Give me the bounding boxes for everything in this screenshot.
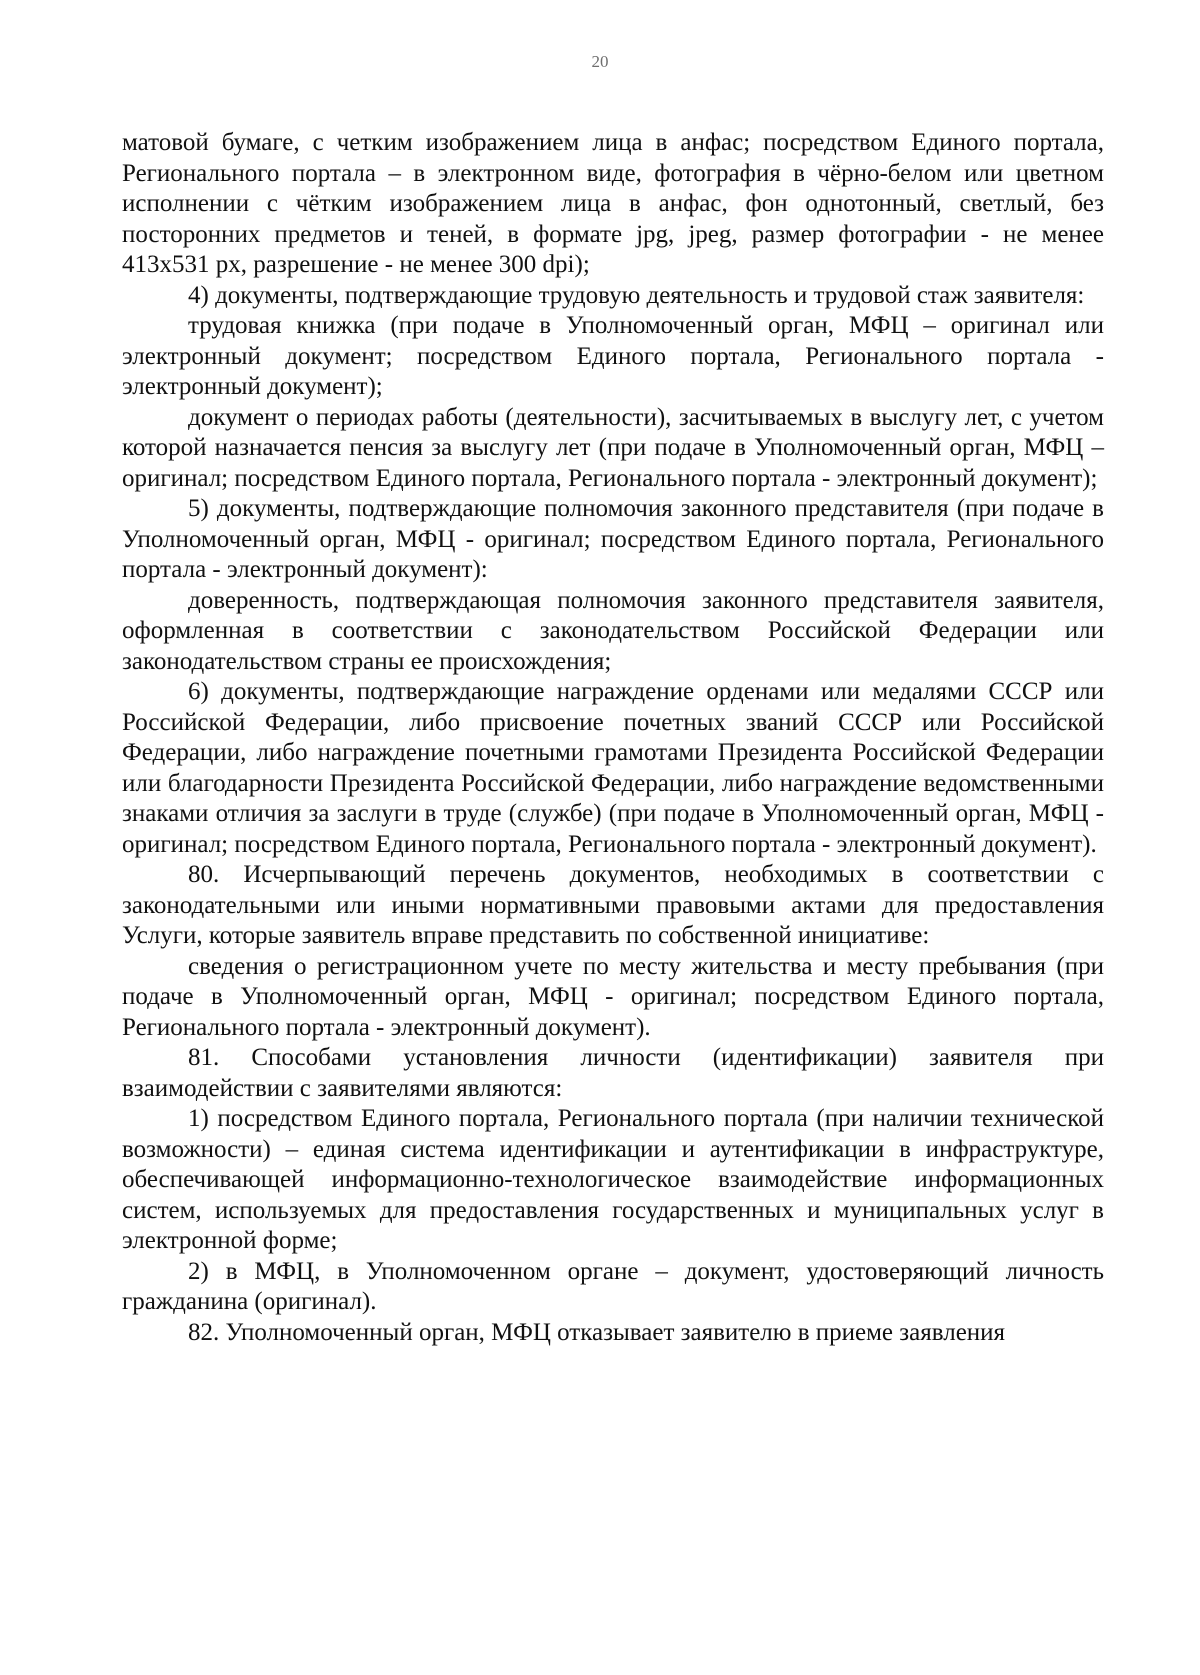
paragraph-clause-80: 80. Исчерпывающий перечень документов, необходимых в соответствии с законодательными или иными нормативными правовыми актами для предоставления Услуги, которые заявитель вправе представить по собственной инициативе: [122, 861, 1104, 949]
paragraph-photo-requirements-continuation: матовой бумаге, с четким изображением лица в анфас; посредством Единого портала, Регионального портала – в электронном виде, фотография в чёрно-белом или цветном исполнении с чётким изображением лица в анфас, фон однотонный, светлый, без посторонних предметов и теней, в формате jpg, jpeg, размер фотографии - не менее 413х531 px, разрешение - не менее 300 dpi); [122, 129, 1104, 278]
paragraph-registration-info: сведения о регистрационном учете по месту жительства и месту пребывания (при подаче в Уполномоченный орган, МФЦ - оригинал; посредством Единого портала, Регионального портала - электронный документ). [122, 952, 1104, 1041]
paragraph-item-5-representative-authority: 5) документы, подтверждающие полномочия законного представителя (при подаче в Уполномоченный орган, МФЦ - оригинал; посредством Единого портала, Регионального портала - электронный документ): [122, 495, 1104, 583]
paragraph-work-record-book: трудовая книжка (при подаче в Уполномоченный орган, МФЦ – оригинал или электронный документ; посредством Единого портала, Регионального портала - электронный документ); [122, 312, 1104, 400]
document-body [122, 128, 1104, 1348]
paragraph-clause-82: 82. Уполномоченный орган, МФЦ отказывает заявителю в приеме заявления [188, 1318, 1006, 1346]
paragraph-item-4-employment-documents: 4) документы, подтверждающие трудовую деятельность и трудовой стаж заявителя: [188, 281, 1085, 309]
paragraph-item-6-awards-documents: 6) документы, подтверждающие награждение орденами или медалями СССР или Российской Федерации, либо присвоение почетных званий СССР или Российской Федерации, либо награждение почетными грамотами Президента Российской Федерации или благодарности Президента Российской Федерации, либо награждение ведомственными знаками отличия за заслуги в труде (службе) (при подаче в Уполномоченный орган, МФЦ - оригинал; посредством Единого портала, Регионального портала - электронный документ). [122, 678, 1104, 858]
page-number: 20 [591, 52, 609, 71]
paragraph-clause-81: 81. Способами установления личности (идентификации) заявителя при взаимодействии с заявителями являются: [122, 1044, 1104, 1102]
paragraph-identification-portal: 1) посредством Единого портала, Регионального портала (при наличии технической возможности) – единая система идентификации и аутентификации в инфраструктуре, обеспечивающей информационно-технологическое взаимодействие информационных систем, используемых для предоставления государственных и муниципальных услуг в электронной форме; [122, 1105, 1104, 1254]
paragraph-identification-mfc: 2) в МФЦ, в Уполномоченном органе – документ, удостоверяющий личность гражданина (оригинал). [122, 1257, 1104, 1315]
paragraph-power-of-attorney: доверенность, подтверждающая полномочия законного представителя заявителя, оформленная в соответствии с законодательством Российской Федерации или законодательством страны ее происхождения; [122, 586, 1104, 675]
paragraph-work-periods-document: документ о периодах работы (деятельности), засчитываемых в выслугу лет, с учетом которой назначается пенсия за выслугу лет (при подаче в Уполномоченный орган, МФЦ – оригинал; посредством Единого портала, Регионального портала - электронный документ); [122, 403, 1104, 492]
